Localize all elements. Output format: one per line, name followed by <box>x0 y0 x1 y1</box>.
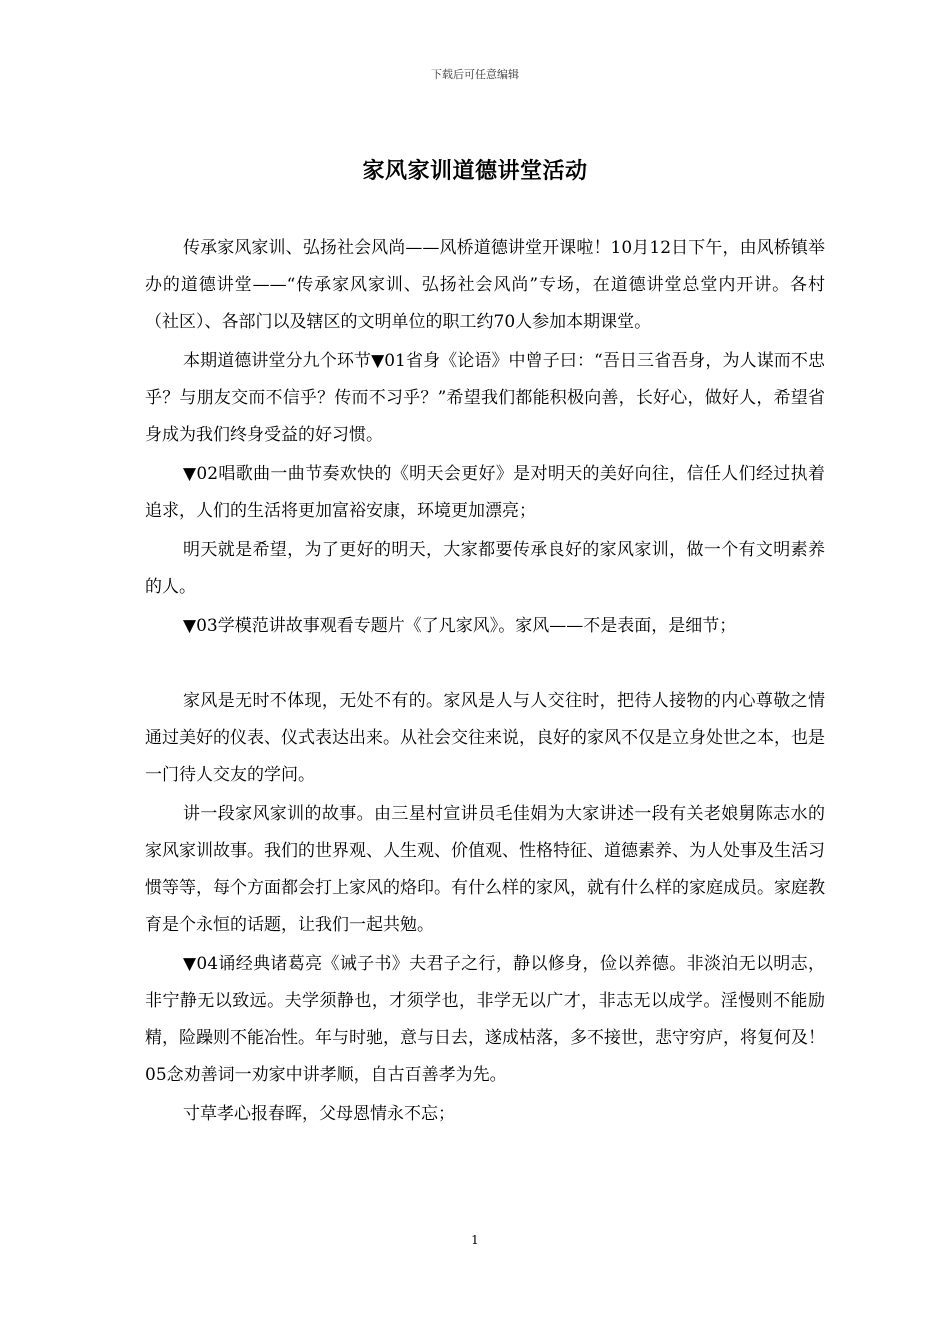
paragraph-section-01: 本期道德讲堂分九个环节▼01省身《论语》中曾子曰：“吾日三省吾身，为人谋而不忠乎？与朋友交而不信乎？传而不习乎？”希望我们都能积极向善，长好心，做好人，希望省身成为我们终身受益的好习惯。 <box>145 351 825 445</box>
header-note: 下载后可任意编辑 <box>431 68 519 81</box>
paragraph-family-style: 家风是无时不体现，无处不有的。家风是人与人交往时，把待人接物的内心尊敬之情通过美好的仪表、仪式表达出来。从社会交往来说，良好的家风不仅是立身处世之本，也是一门待人交友的学问。 <box>145 691 825 785</box>
paragraph-hope: 明天就是希望，为了更好的明天，大家都要传承良好的家风家训，做一个有文明素养的人。 <box>145 540 825 597</box>
paragraph-filial: 寸草孝心报春晖，父母恩情永不忘； <box>183 1104 455 1124</box>
document-title: 家风家训道德讲堂活动 <box>362 158 588 184</box>
page-number: 1 <box>471 1233 479 1247</box>
paragraph-intro: 传承家风家训、弘扬社会风尚——风桥道德讲堂开课啦！10月12日下午，由风桥镇举办的道德讲堂——“传承家风家训、弘扬社会风尚”专场，在道德讲堂总堂内开讲。各村（社区）、各部门以及辖区的文明单位的职工约70人参加本期课堂。 <box>145 238 825 332</box>
paragraph-section-03: ▼03学模范讲故事观看专题片《了凡家风》。家风——不是表面，是细节； <box>183 616 737 636</box>
document-body <box>145 230 825 1135</box>
paragraph-story: 讲一段家风家训的故事。由三星村宣讲员毛佳娟为大家讲述一段有关老娘舅陈志水的家风家训故事。我们的世界观、人生观、价值观、性格特征、道德素养、为人处事及生活习惯等等，每个方面都会打上家风的烙印。有什么样的家风，就有什么样的家庭成员。家庭教育是个永恒的话题，让我们一起共勉。 <box>145 804 825 935</box>
paragraph-section-04: ▼04诵经典诸葛亮《诫子书》夫君子之行，静以修身，俭以养德。非淡泊无以明志，非宁静无以致远。夫学须静也，才须学也，非学无以广才，非志无以成学。淫慢则不能励精，险躁则不能冶性。年与时驰，意与日去，遂成枯落，多不接世，悲守穷庐，将复何及！05念劝善词一劝家中讲孝顺，自古百善孝为先。 <box>145 954 825 1085</box>
paragraph-section-02: ▼02唱歌曲一曲节奏欢快的《明天会更好》是对明天的美好向往，信任人们经过执着追求，人们的生活将更加富裕安康，环境更加漂亮； <box>145 464 825 521</box>
